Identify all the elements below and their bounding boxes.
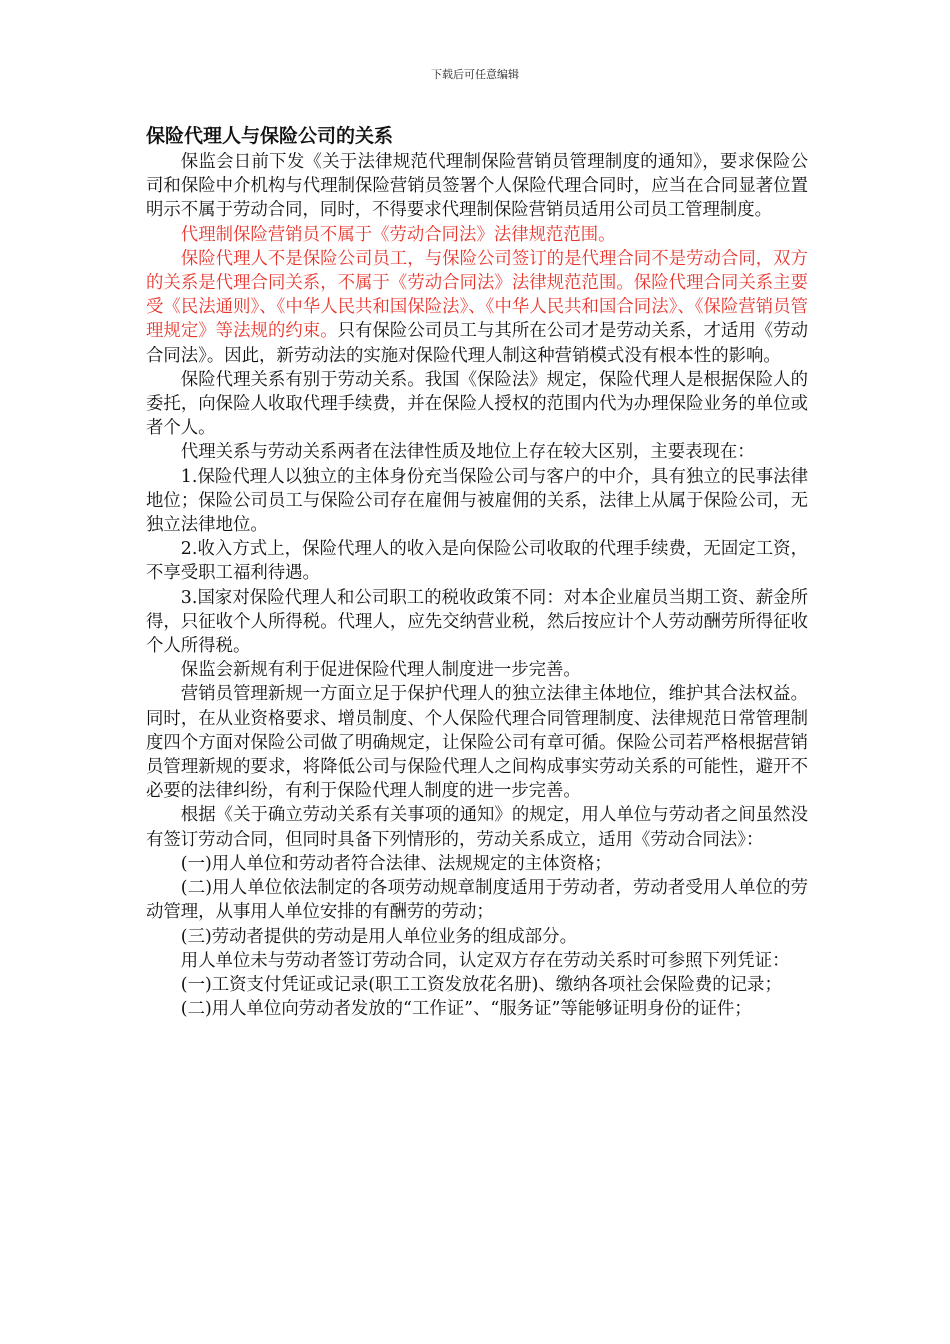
list-item-text: 2.收入方式上，保险代理人的收入是向保险公司收取的代理手续费，无固定工资，不享受职工福利待遇。 [146, 539, 808, 584]
paragraph-5 [146, 440, 808, 464]
evidence-text: (一)工资支付凭证或记录(职工工资发放花名册)、缴纳各项社会保险费的记录； [180, 974, 782, 995]
paragraph-text: 用人单位未与劳动者签订劳动合同，认定双方存在劳动关系时可参照下列凭证： [180, 950, 790, 971]
paragraph-10 [146, 682, 808, 803]
condition-item-1 [146, 852, 808, 876]
list-item-text: 3.国家对保险代理人和公司职工的税收政策不同：对本企业雇员当期工资、薪金所得，只征收个人所得税。代理人，应先交纳营业税，然后按应计个人劳动酬劳所得征收个人所得税。 [146, 587, 808, 657]
paragraph-text: 只有保险公司员工与其所在公司才是劳动关系，才适用《劳动合同法》。因此，新劳动法的实施对保险代理人制这种营销模式没有根本性的影响。 [146, 321, 808, 366]
list-item-3 [146, 586, 808, 659]
highlight-text: 保险代理人不是保险公司员工，与保险公司签订的是代理合同不是劳动合同，双方的关系是代理合同关系，不属于《劳动合同法》法律规范范围。保险代理合同关系主要受《民法通则》、《中华人民共和国保险法》、《中华人民共和国合同法》、《保险营销员管理规定》等法规的约束。 [146, 248, 808, 342]
condition-text: (三)劳动者提供的劳动是用人单位业务的组成部分。 [180, 926, 577, 947]
paragraph-9 [146, 658, 808, 682]
paragraph-text: 营销员管理新规一方面立足于保护代理人的独立法律主体地位，维护其合法权益。同时，在从业资格要求、增员制度、个人保险代理合同管理制度、法律规范日常管理制度四个方面对保险公司做了明确规定，让保险公司有章可循。保险公司若严格根据营销员管理新规的要求，将降低公司与保险代理人之间构成事实劳动关系的可能性，避开不必要的法律纠纷，有利于保险代理人制度的进一步完善。 [146, 684, 808, 802]
paragraph-11 [146, 803, 808, 851]
document-title: 保险代理人与保险公司的关系 [146, 125, 394, 147]
evidence-item-2 [146, 997, 808, 1021]
condition-item-3 [146, 925, 808, 949]
page-header: 下载后可任意编辑 [431, 68, 519, 81]
paragraph-1 [146, 150, 808, 223]
list-item-2 [146, 537, 808, 585]
paragraph-text: 保监会日前下发《关于法律规范代理制保险营销员管理制度的通知》，要求保险公司和保险中介机构与代理制保险营销员签署个人保险代理合同时，应当在合同显著位置明示不属于劳动合同，同时，不得要求代理制保险营销员适用公司员工管理制度。 [146, 152, 808, 221]
paragraph-text: 根据《关于确立劳动关系有关事项的通知》的规定，用人单位与劳动者之间虽然没有签订劳动合同，但同时具备下列情形的，劳动关系成立，适用《劳动合同法》： [146, 805, 808, 850]
paragraph-text: 保监会新规有利于促进保险代理人制度进一步完善。 [180, 660, 581, 681]
evidence-text: (二)用人单位向劳动者发放的“工作证”、“服务证”等能够证明身份的证件； [180, 999, 752, 1020]
paragraph-2-highlight [146, 223, 808, 247]
evidence-item-1 [146, 973, 808, 997]
paragraph-15 [146, 949, 808, 973]
paragraph-text: 保险代理关系有别于劳动关系。我国《保险法》规定，保险代理人是根据保险人的委托，向保险人收取代理手续费，并在保险人授权的范围内代为办理保险业务的单位或者个人。 [146, 369, 808, 439]
condition-text: (一)用人单位和劳动者符合法律、法规规定的主体资格； [180, 853, 612, 874]
paragraph-text: 代理关系与劳动关系两者在法律性质及地位上存在较大区别，主要表现在： [180, 442, 755, 463]
condition-text: (二)用人单位依法制定的各项劳动规章制度适用于劳动者，劳动者受用人单位的劳动管理，从事用人单位安排的有酬劳的劳动； [146, 878, 808, 923]
list-item-text: 1.保险代理人以独立的主体身份充当保险公司与客户的中介，具有独立的民事法律地位；保险公司员工与保险公司存在雇佣与被雇佣的关系，法律上从属于保险公司，无独立法律地位。 [146, 466, 808, 536]
paragraph-3 [146, 247, 808, 368]
highlight-text: 代理制保险营销员不属于《劳动合同法》法律规范范围。 [180, 224, 616, 245]
paragraph-4 [146, 368, 808, 441]
list-item-1 [146, 465, 808, 538]
condition-item-2 [146, 876, 808, 924]
document-body [146, 122, 808, 1021]
